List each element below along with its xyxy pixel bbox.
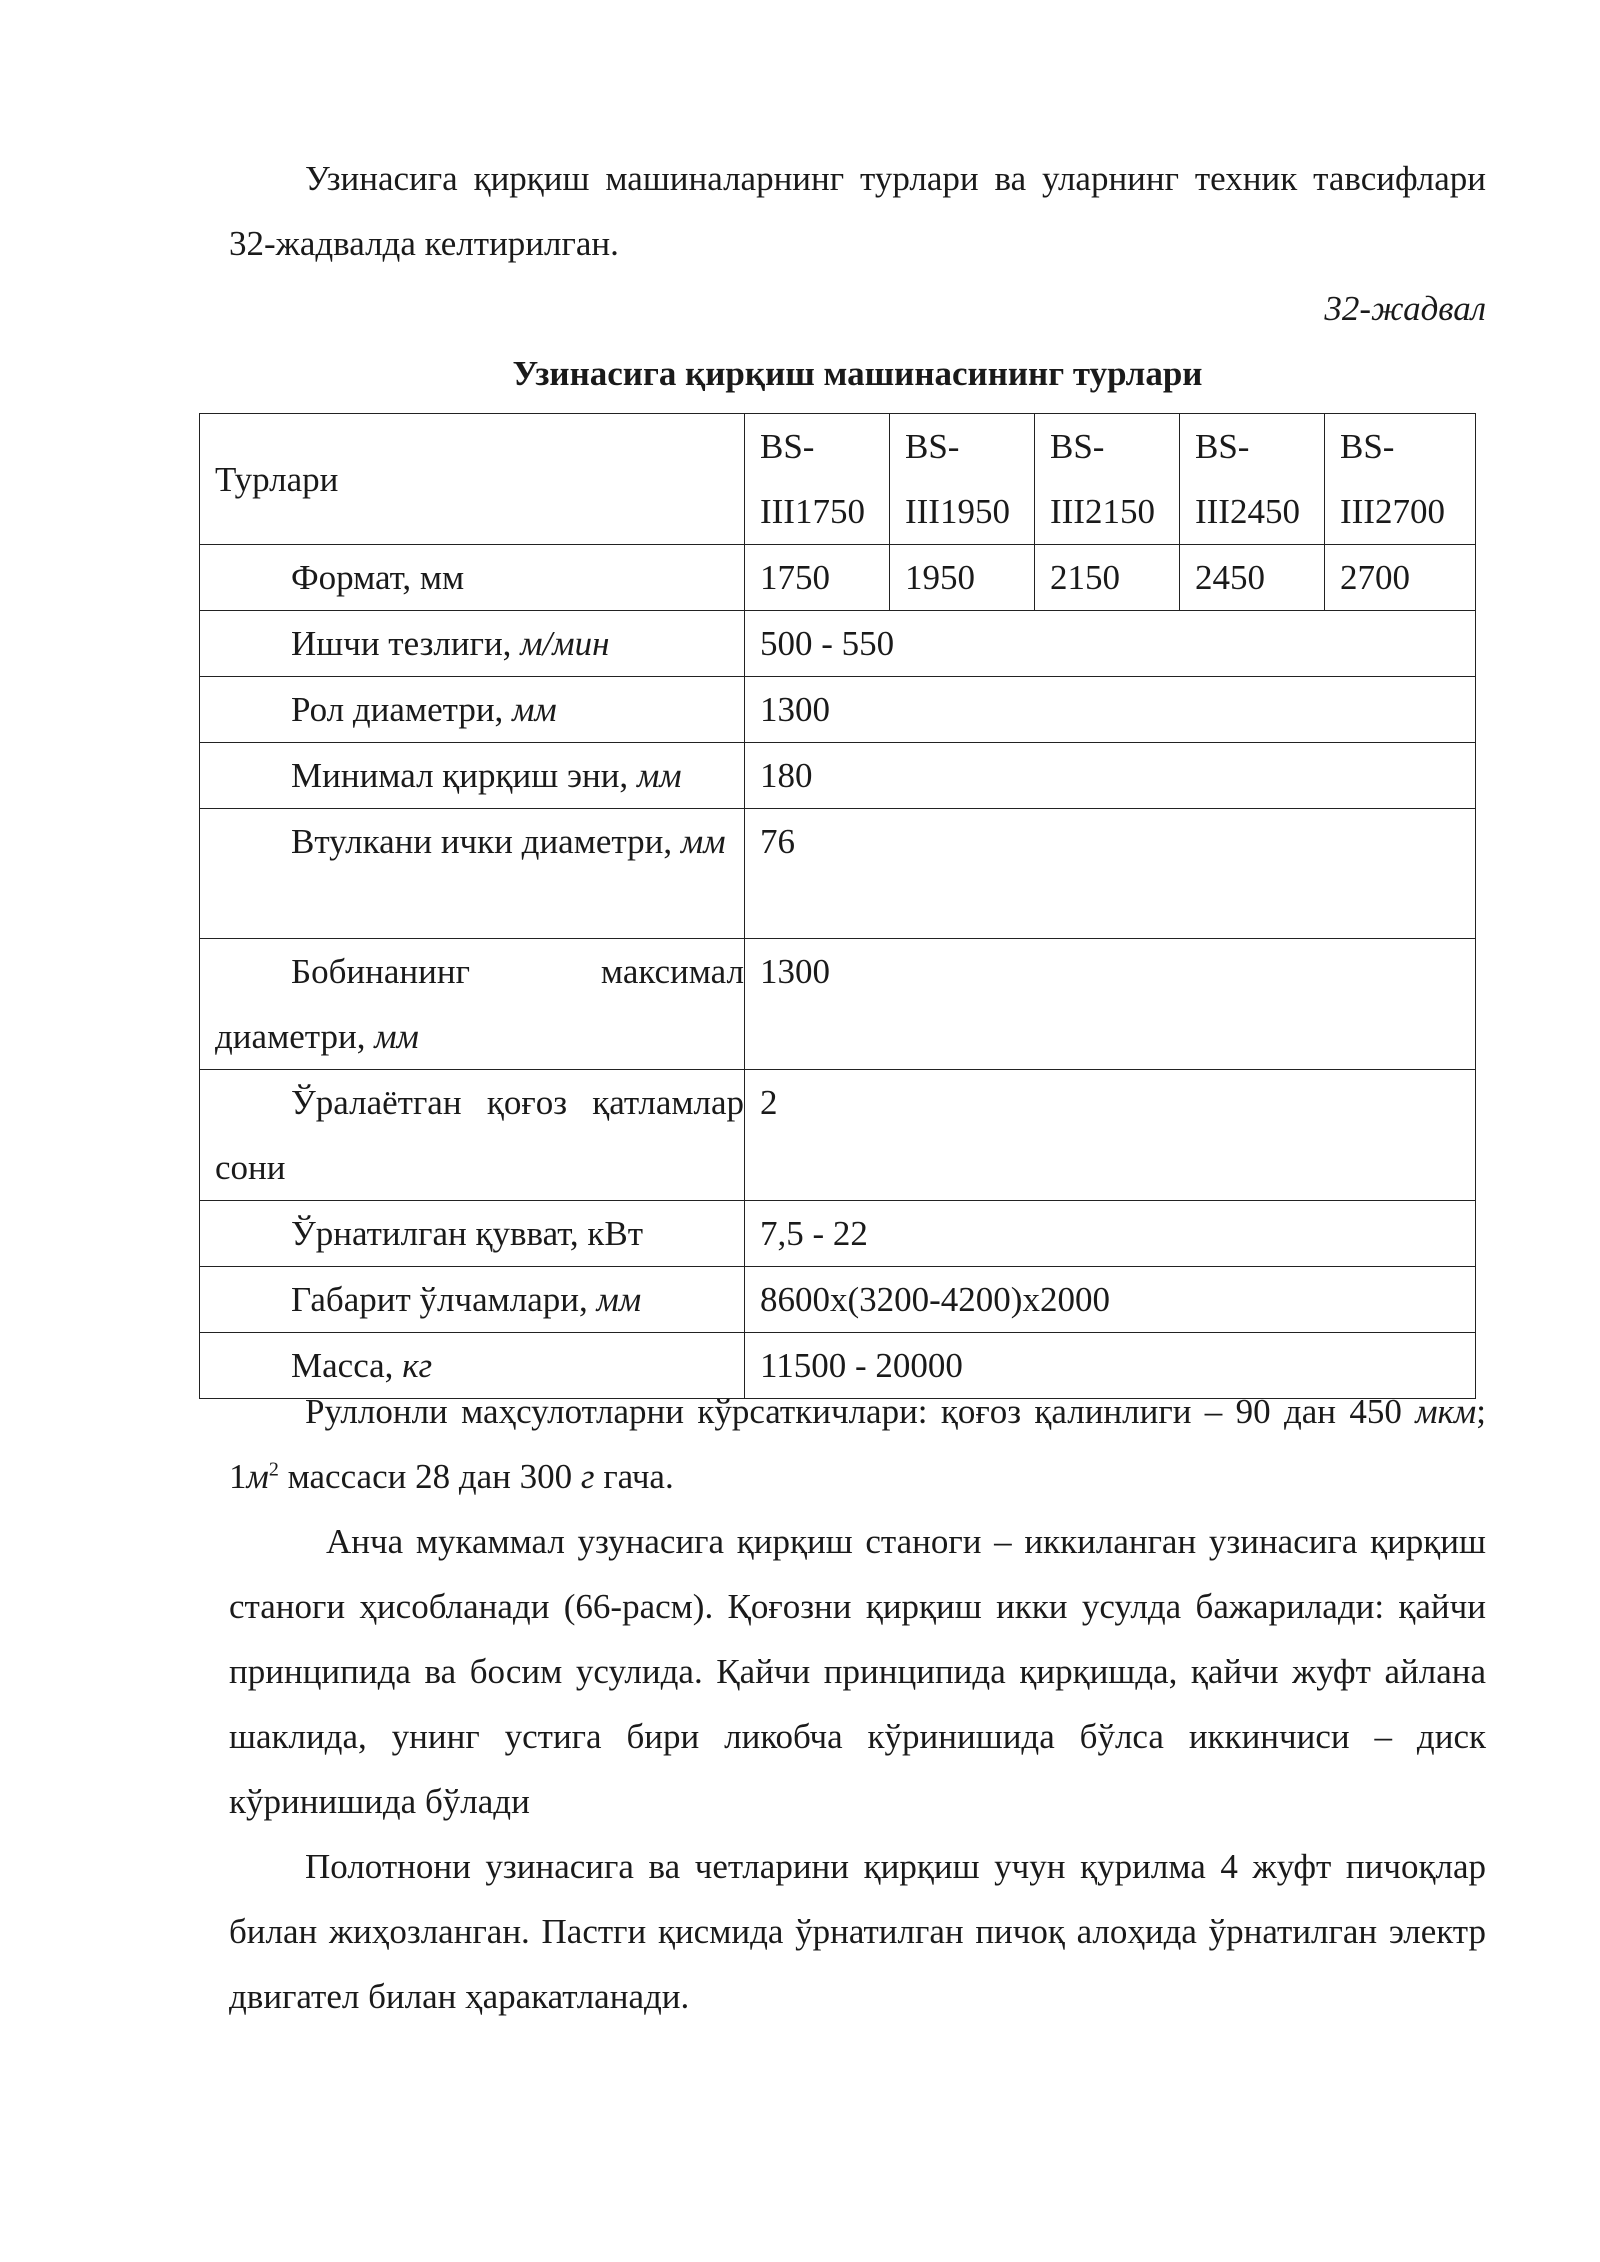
model-prefix: BS- xyxy=(760,427,815,466)
roll-unit-2: м xyxy=(246,1457,269,1496)
header-types-label: Турлари xyxy=(215,459,339,499)
row-label-cell xyxy=(200,1201,745,1267)
model-prefix: BS- xyxy=(1340,427,1395,466)
model-header-cell xyxy=(745,414,890,545)
row-unit: м/мин xyxy=(520,624,610,663)
knives-paragraph: Полотнони узинасига ва четларини қирқиш учун қурилма 4 жуфт пичоқлар билан жиҳозланган. Пастги қисмида ўрнатилган пичоқ алоҳида ўрнатилган электр двигател билан ҳаракатланади. xyxy=(229,1847,1486,2016)
table-row xyxy=(200,1267,1476,1333)
row-value-cell: 8600x(3200-4200)x2000 xyxy=(745,1267,1476,1333)
model-prefix: BS- xyxy=(905,427,960,466)
row-unit: мм xyxy=(680,822,726,861)
format-value-cell: 2150 xyxy=(1035,545,1180,611)
roll-text-4: гача. xyxy=(594,1457,674,1496)
row-label: Ўралаётган қоғоз қатламлар сони xyxy=(215,1083,744,1187)
model-code: III1750 xyxy=(760,492,865,531)
spec-table xyxy=(199,413,1476,1399)
row-unit: мм xyxy=(512,690,557,729)
row-unit: мм xyxy=(374,1017,419,1056)
table-number: 32-жадвал xyxy=(1324,289,1486,328)
format-value-cell: 2450 xyxy=(1180,545,1325,611)
row-unit: мм xyxy=(636,756,682,795)
table-row xyxy=(200,1201,1476,1267)
row-label-cell xyxy=(200,677,745,743)
row-label-cell xyxy=(200,809,745,939)
format-value-cell: 1950 xyxy=(890,545,1035,611)
row-label-cell xyxy=(200,1267,745,1333)
table-row xyxy=(200,611,1476,677)
row-value-cell: 1300 xyxy=(745,939,1476,1070)
roll-text-2: ; 1 xyxy=(229,1392,1486,1496)
intro-paragraph: Узинасига қирқиш машиналарнинг турлари ва уларнинг техник тавсифлари 32-жадвалда келтирилган. xyxy=(229,159,1486,263)
row-value-cell: 76 xyxy=(745,809,1476,939)
table-row xyxy=(200,677,1476,743)
machine-paragraph: Анча мукаммал узунасига қирқиш станоги – иккиланган узинасига қирқиш станоги ҳисобланади (66-расм). Қоғозни қирқиш икки усулда бажарилади: қайчи принципида ва босим усулида. Қайчи принципида қирқишда, қайчи жуфт айлана шаклида, унинг устига бири ликобча кўринишида бўлса иккинчиси – диск кўринишида бўлади xyxy=(229,1522,1486,1821)
table-row xyxy=(200,939,1476,1070)
roll-text-1: Руллонли маҳсулотларни кўрсаткичлари: қоғоз қалинлиги – 90 дан 450 xyxy=(305,1392,1416,1431)
row-value-cell: 500 - 550 xyxy=(745,611,1476,677)
row-label-cell xyxy=(200,1070,745,1201)
roll-unit-3: г xyxy=(580,1457,595,1496)
row-value-cell: 7,5 - 22 xyxy=(745,1201,1476,1267)
table-header-row xyxy=(200,414,1476,545)
table-row xyxy=(200,809,1476,939)
row-value-cell: 180 xyxy=(745,743,1476,809)
row-label-cell xyxy=(200,939,745,1070)
row-unit: мм xyxy=(596,1280,642,1319)
row-label: Ишчи тезлиги, xyxy=(291,624,521,663)
row-value-cell: 11500 - 20000 xyxy=(745,1333,1476,1399)
row-value-cell: 2 xyxy=(745,1070,1476,1201)
model-code: III2450 xyxy=(1195,492,1300,531)
row-label-cell xyxy=(200,545,745,611)
model-prefix: BS- xyxy=(1195,427,1250,466)
model-code: III2700 xyxy=(1340,492,1445,531)
table-row xyxy=(200,545,1476,611)
table-row xyxy=(200,1070,1476,1201)
roll-unit-1: мкм xyxy=(1415,1392,1477,1431)
row-label-cell xyxy=(200,743,745,809)
row-label: Рол диаметри, xyxy=(291,690,513,729)
roll-products-paragraph xyxy=(229,1379,1486,1509)
row-label: Минимал қирқиш эни, xyxy=(291,756,637,795)
row-label: Бобинанинг максимал диаметри, xyxy=(215,952,744,1056)
row-label: Габарит ўлчамлари, xyxy=(291,1280,597,1319)
model-header-cell xyxy=(1180,414,1325,545)
model-code: III2150 xyxy=(1050,492,1155,531)
model-code: III1950 xyxy=(905,492,1010,531)
row-label: Формат, мм xyxy=(291,558,465,597)
roll-text-3: массаси 28 дан 300 xyxy=(278,1457,581,1496)
row-label: Ўрнатилган қувват, кВт xyxy=(291,1214,644,1253)
model-header-cell xyxy=(1325,414,1476,545)
row-unit: кг xyxy=(402,1346,433,1385)
model-prefix: BS- xyxy=(1050,427,1105,466)
format-value-cell: 2700 xyxy=(1325,545,1476,611)
row-label: Втулкани ички диаметри, xyxy=(291,822,681,861)
roll-superscript: 2 xyxy=(268,1458,279,1481)
model-header-cell xyxy=(890,414,1035,545)
format-value-cell: 1750 xyxy=(745,545,890,611)
row-label-cell xyxy=(200,611,745,677)
row-value-cell: 1300 xyxy=(745,677,1476,743)
row-label: Масса, xyxy=(291,1346,403,1385)
table-title: Узинасига қирқиш машинасининг турлари xyxy=(512,354,1203,393)
header-types-cell xyxy=(200,414,745,545)
model-header-cell xyxy=(1035,414,1180,545)
table-row xyxy=(200,743,1476,809)
